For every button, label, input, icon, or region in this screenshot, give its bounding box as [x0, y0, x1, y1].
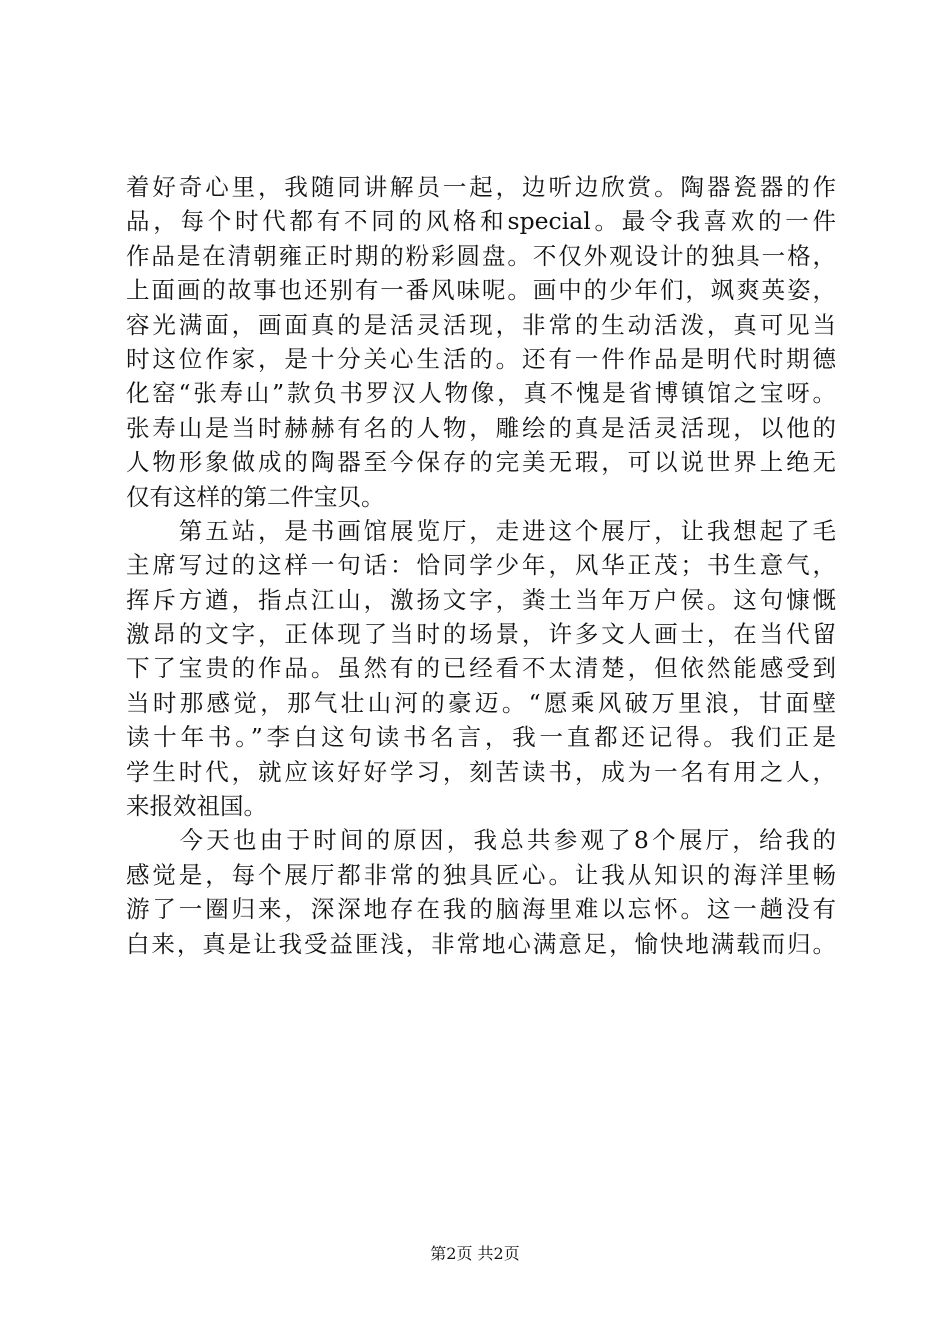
text-line: 时这位作家，是十分关心生活的。还有一件作品是明代时期德 [126, 344, 836, 373]
text-line: 来报效祖国。 [126, 792, 267, 821]
paragraph-3 [126, 823, 836, 961]
page-footer [0, 1242, 950, 1266]
text-line: 第五站，是书画馆展览厅，走进这个展厅，让我想起了毛 [126, 516, 836, 545]
text-line: 张寿山是当时赫赫有名的人物，雕绘的真是活灵活现，以他的 [126, 413, 836, 442]
text-line: 今天也由于时间的原因，我总共参观了8个展厅，给我的 [126, 826, 836, 855]
text-line: 作品是在清朝雍正时期的粉彩圆盘。不仅外观设计的独具一格， [126, 241, 836, 270]
text-line: 学生时代，就应该好好学习，刻苦读书，成为一名有用之人， [126, 757, 836, 786]
text-line: 挥斥方遒，指点江山，激扬文字，粪土当年万户侯。这句慷慨 [126, 585, 836, 614]
text-line: 读十年书。”李白这句读书名言，我一直都还记得。我们正是 [126, 723, 836, 752]
text-line: 下了宝贵的作品。虽然有的已经看不太清楚，但依然能感受到 [126, 654, 836, 683]
body-text [126, 170, 836, 961]
text-line: 当时那感觉，那气壮山河的豪迈。“愿乘风破万里浪，甘面壁 [126, 688, 836, 717]
text-line: 激昂的文字，正体现了当时的场景，许多文人画士，在当代留 [126, 620, 836, 649]
text-line: 人物形象做成的陶器至今保存的完美无瑕，可以说世界上绝无 [126, 448, 836, 477]
text-line: 仅有这样的第二件宝贝。 [126, 482, 385, 511]
text-line: 容光满面，画面真的是活灵活现，非常的生动活泼，真可见当 [126, 310, 836, 339]
text-line: 品，每个时代都有不同的风格和special。最令我喜欢的一件 [126, 207, 836, 236]
text-line: 上面画的故事也还别有一番风味呢。画中的少年们，飒爽英姿， [126, 276, 836, 305]
page-number-label: 第2页 共2页 [430, 1244, 520, 1263]
paragraph-1 [126, 170, 836, 514]
text-line: 白来，真是让我受益匪浅，非常地心满意足，愉快地满载而归。 [126, 929, 836, 958]
text-line: 主席写过的这样一句话：恰同学少年，风华正茂；书生意气， [126, 551, 836, 580]
text-line: 着好奇心里，我随同讲解员一起，边听边欣赏。陶器瓷器的作 [126, 173, 836, 201]
text-line: 感觉是，每个展厅都非常的独具匠心。让我从知识的海洋里畅 [126, 860, 836, 889]
paragraph-2 [126, 514, 836, 824]
text-line: 化窑“张寿山”款负书罗汉人物像，真不愧是省博镇馆之宝呀。 [126, 379, 836, 408]
text-line: 游了一圈归来，深深地存在我的脑海里难以忘怀。这一趟没有 [126, 895, 836, 924]
